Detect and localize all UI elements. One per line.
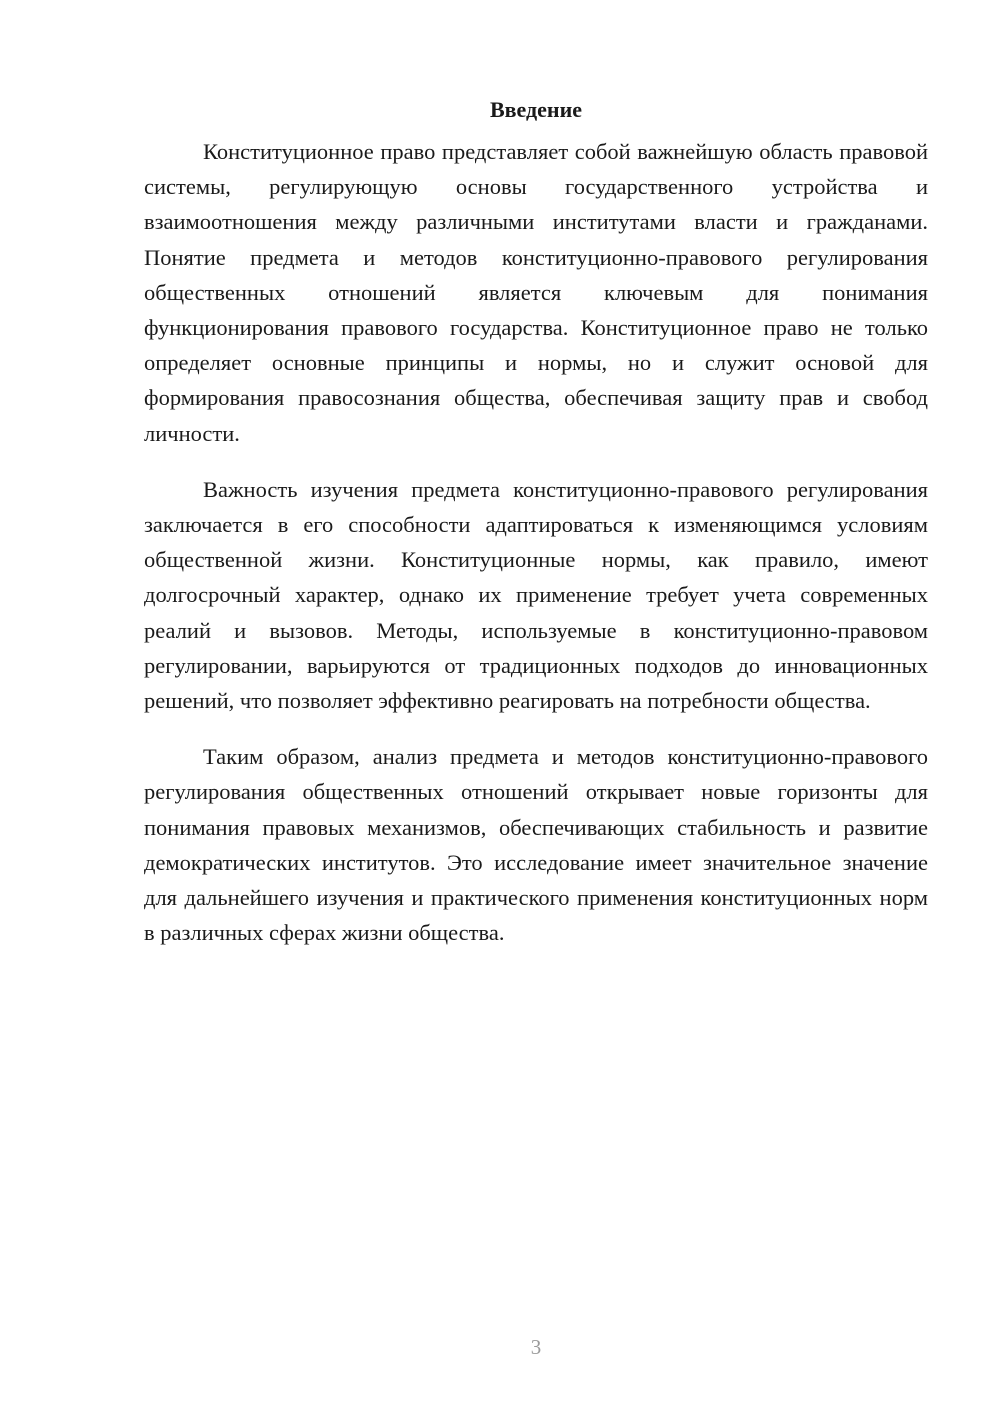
page-number: 3 xyxy=(530,1335,542,1359)
paragraph-2: Важность изучения предмета конституционно-правового регулирования заключается в его способности адаптироваться к изменяющимся условиям общественной жизни. Конституционные нормы, как правило, имеют долгосрочный характер, однако их применение требует учета современных реалий и вызовов. Методы, используемые в конституционно-правовом регулировании, варьируются от традиционных подходов до инновационных решений, что позволяет эффективно реагировать на потребности общества. xyxy=(144,476,928,714)
paragraph-1: Конституционное право представляет собой важнейшую область правовой системы, регулирующую основы государственного устройства и взаимоотношения между различными институтами власти и гражданами. Понятие предмета и методов конституционно-правового регулирования общественных отношений является ключевым для понимания функционирования правового государства. Конституционное право не только определяет основные принципы и нормы, но и служит основой для формирования правосознания общества, обеспечивая защиту прав и свобод личности. xyxy=(144,139,928,446)
paragraph-3: Таким образом, анализ предмета и методов конституционно-правового регулирования общественных отношений открывает новые горизонты для понимания правовых механизмов, обеспечивающих стабильность и развитие демократических институтов. Это исследование имеет значительное значение для дальнейшего изучения и практического применения конституционных норм в различных сферах жизни общества. xyxy=(144,744,928,946)
page-content xyxy=(144,92,928,971)
page-title: Введение xyxy=(489,97,583,122)
